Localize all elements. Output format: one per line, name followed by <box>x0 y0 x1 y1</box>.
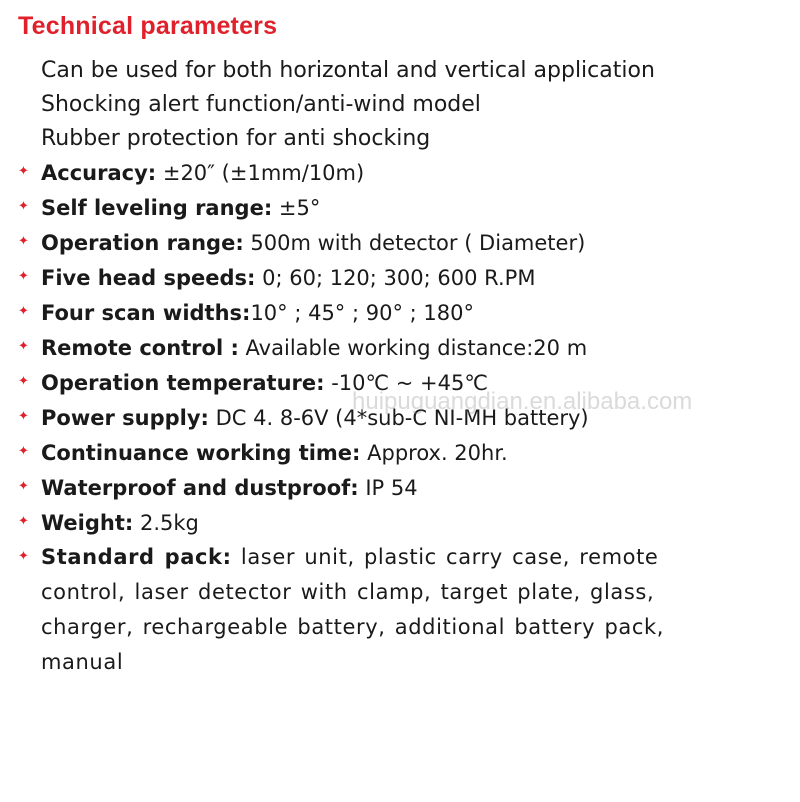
spec-operation-range <box>0 229 800 264</box>
bullet-icon: ✦ <box>18 304 29 319</box>
spec-value: Approx. 20hr. <box>360 441 508 465</box>
intro-line-shocking-alert: Shocking alert function/anti-wind model <box>41 92 481 117</box>
spec-list <box>0 159 800 684</box>
spec-label: Standard pack: <box>41 545 232 569</box>
spec-label: Self leveling range: <box>41 196 273 220</box>
section-title: Technical parameters <box>18 12 278 40</box>
spec-value: laser unit, plastic carry case, remote control, laser detector with clamp, target plate, glass, charger, rechargeable battery, additional battery pack, manual <box>41 545 665 674</box>
spec-value: ±20″ (±1mm/10m) <box>156 161 365 185</box>
intro-line-horizontal-vertical: Can be used for both horizontal and vertical application <box>41 58 655 83</box>
bullet-icon: ✦ <box>18 549 29 564</box>
spec-working-time <box>0 439 800 474</box>
spec-label: Continuance working time: <box>41 441 361 465</box>
bullet-icon: ✦ <box>18 199 29 214</box>
bullet-icon: ✦ <box>18 234 29 249</box>
spec-value: 500m with detector ( Diameter) <box>243 231 586 255</box>
spec-label: Power supply: <box>41 406 209 430</box>
spec-value: DC 4. 8-6V (4*sub-C NI-MH battery) <box>208 406 589 430</box>
bullet-icon: ✦ <box>18 444 29 459</box>
spec-value: IP 54 <box>358 476 418 500</box>
bullet-icon: ✦ <box>18 409 29 424</box>
spec-label: Operation range: <box>41 231 244 255</box>
spec-label: Five head speeds: <box>41 266 256 290</box>
spec-remote-control <box>0 334 800 369</box>
bullet-icon: ✦ <box>18 374 29 389</box>
spec-label: Four scan widths: <box>41 301 251 325</box>
spec-label: Weight: <box>41 511 134 535</box>
bullet-icon: ✦ <box>18 164 29 179</box>
spec-value: 0; 60; 120; 300; 600 R.PM <box>255 266 536 290</box>
spec-scan-widths <box>0 299 800 334</box>
spec-head-speeds <box>0 264 800 299</box>
bullet-icon: ✦ <box>18 339 29 354</box>
spec-value: Available working distance:20 m <box>238 336 588 360</box>
spec-standard-pack <box>0 544 800 684</box>
spec-self-leveling-range <box>0 194 800 229</box>
intro-line-rubber-protection: Rubber protection for anti shocking <box>41 126 431 151</box>
spec-label: Waterproof and dustproof: <box>41 476 359 500</box>
spec-value: 2.5kg <box>133 511 199 535</box>
spec-label: Accuracy: <box>41 161 157 185</box>
bullet-icon: ✦ <box>18 479 29 494</box>
bullet-icon: ✦ <box>18 514 29 529</box>
watermark: huipuguangdian.en.alibaba.com <box>352 388 693 415</box>
spec-accuracy <box>0 159 800 194</box>
spec-value: -10℃ ~ +45℃ <box>324 371 488 395</box>
bullet-icon: ✦ <box>18 269 29 284</box>
spec-label: Operation temperature: <box>41 371 325 395</box>
spec-value: 10° ; 45° ; 90° ; 180° <box>250 301 474 325</box>
spec-waterproof <box>0 474 800 509</box>
spec-value: ±5° <box>272 196 321 220</box>
spec-label: Remote control : <box>41 336 239 360</box>
spec-weight <box>0 509 800 544</box>
